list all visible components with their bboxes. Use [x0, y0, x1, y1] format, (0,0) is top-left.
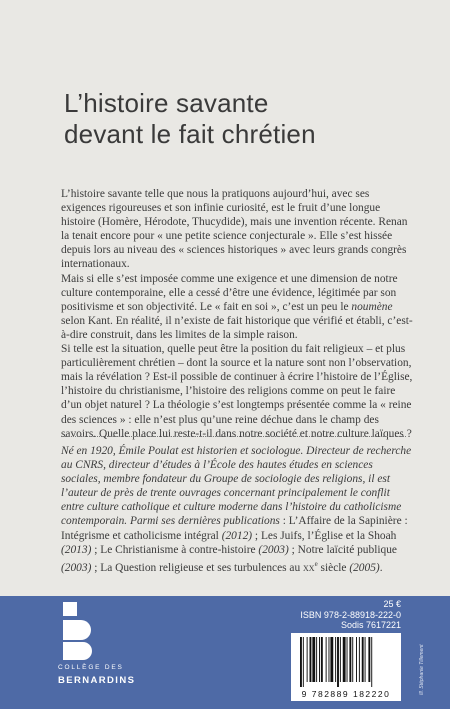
barcode-bar [343, 637, 346, 682]
barcode-digits: 9 782889 182220 [301, 689, 391, 699]
barcode-bar [307, 637, 308, 682]
blurb-paragraph-2-part-2: selon Kant. En réalité, il n’existe de fait historique que vérifié et établi, c’est-à-dire construit, dans les limites de la simple raison. [61, 314, 413, 341]
blurb-paragraph-2 [61, 272, 413, 342]
barcode-bar [329, 637, 330, 682]
barcode-bar [316, 637, 317, 682]
author-bio-text [61, 444, 413, 575]
barcode-bar [319, 637, 320, 682]
book-title-line-2: devant le fait chrétien [64, 119, 316, 149]
barcode-bar [310, 637, 312, 682]
publication-2-title: Les Juifs, l’Église et la Shoah [260, 529, 397, 542]
publication-5-year: (2005) [346, 561, 380, 574]
sodis-code: Sodis 7617221 [340, 620, 401, 630]
bio-final-period: . [379, 561, 383, 574]
blurb-paragraph-1: L’histoire savante telle que nous la pratiquons aujourd’hui, avec ses exigences rigoureuses et son infinie curiosité, est le fruit d’une longue histoire (Homère, Hérodote, Thucydide), mais une invention récente. Renan la tenait encore pour « une petite science conjecturale ». Elle s’est hissée depuis lors au niveau des « sciences historiques » avec leurs grands congrès internationaux. [61, 188, 408, 271]
barcode-bar [368, 637, 370, 682]
publication-3-title: Le Christianisme à contre-histoire [100, 543, 256, 556]
blurb-paragraph-3: Si telle est la situation, quelle peut être la position du fait religieux – et plus particulièrement chrétien – dont la source et la nature sont non l’observation, mais la révélation ? Est-il possible de continuer à écrire l’histoire de l’Église, l’histoire du christianisme, l’histoire des religions comme on peut le faire d’un objet naturel ? La théologie s’est longtemps présentée comme la « reine des sciences » : elle n’est plus qu’une reine déchue dans le champ des savoirs. Quelle place lui reste-t-il dans notre société et notre culture laïques ? [61, 343, 413, 440]
barcode-bar [352, 637, 353, 682]
publication-4-title: Notre laïcité publique [297, 543, 397, 556]
barcode-bars-icon [300, 637, 392, 687]
publications-colon: : [279, 515, 289, 528]
publication-5-title [100, 559, 347, 574]
barcode-bar [371, 637, 372, 687]
barcode-bar [362, 637, 364, 682]
barcode-bar [300, 637, 302, 687]
publication-5-century-suffix: e [314, 559, 318, 568]
barcode-bar [365, 637, 366, 682]
isbn: ISBN 978-2-88918-222-0 [300, 609, 401, 620]
barcode-bar [356, 637, 357, 682]
barcode-bar [326, 637, 327, 682]
dotted-separator [61, 436, 406, 437]
publication-separator: ; [91, 543, 101, 556]
author-bio [61, 444, 413, 575]
publication-3-year: (2003) [255, 543, 289, 556]
publisher-name-line-1: COLLÈGE DES [58, 664, 124, 671]
publisher-logo [55, 602, 135, 660]
illustration-credit: Ill. Stéphanie Tillement [419, 644, 425, 695]
blurb-noumene: noumène [351, 300, 393, 313]
barcode-bar [335, 637, 336, 682]
price: 25 € [383, 599, 401, 609]
blurb [61, 187, 413, 441]
barcode-bar [337, 637, 339, 687]
blurb-paragraph-2-part-1: Mais si elle s’est imposée comme une exigence et une dimension de notre culture contemporaine, elle a cessé d’être une évidence, légitimée par son positivisme et son objectivité. Le « fait en soi », c’est un peu le [61, 272, 398, 313]
publication-separator: ; [91, 561, 101, 574]
barcode-bar [349, 637, 351, 682]
barcode-bar [359, 637, 360, 682]
publication-4-year: (2003) [61, 561, 92, 574]
barcode-bar [330, 637, 333, 682]
publication-5-title-part-2: siècle [317, 561, 347, 574]
price-info [267, 599, 401, 631]
barcode-bar [303, 637, 304, 687]
barcode [291, 633, 401, 701]
publication-1-year: (2012) [218, 529, 253, 542]
barcode-bar [340, 637, 341, 682]
publication-1-title: L’Affaire de la Sapinière : Intégrisme et catholicisme intégral [61, 515, 408, 542]
publication-5-title-part-1: La Question religieuse et ses turbulences au [100, 561, 304, 574]
book-title-line-1: L’histoire savante [64, 88, 269, 118]
publication-separator: ; [252, 529, 261, 542]
book-title [64, 88, 424, 150]
barcode-bar [321, 637, 323, 682]
barcode-bar [347, 637, 348, 682]
bernardins-b-logo-icon [59, 602, 107, 660]
author-bio-intro: Né en 1920, Émile Poulat est historien et sociologue. Directeur de recherche au CNRS, directeur d’études à l’École des hautes études en sciences sociales, membre fondateur du Groupe de sociologie des religions, il est l’auteur de près de trente ouvrages concernant principalement le conflit entre culture catholique et culture moderne dans l’histoire du catholicisme contemporain. [61, 445, 412, 528]
publications-label: Parmi ses dernières publications [129, 515, 280, 528]
publication-separator: ; [288, 543, 298, 556]
publisher-name-line-2: BERNARDINS [58, 675, 136, 686]
publication-5-century: xx [303, 561, 315, 574]
publication-2-year: (2013) [61, 543, 92, 556]
barcode-bar [312, 637, 315, 682]
